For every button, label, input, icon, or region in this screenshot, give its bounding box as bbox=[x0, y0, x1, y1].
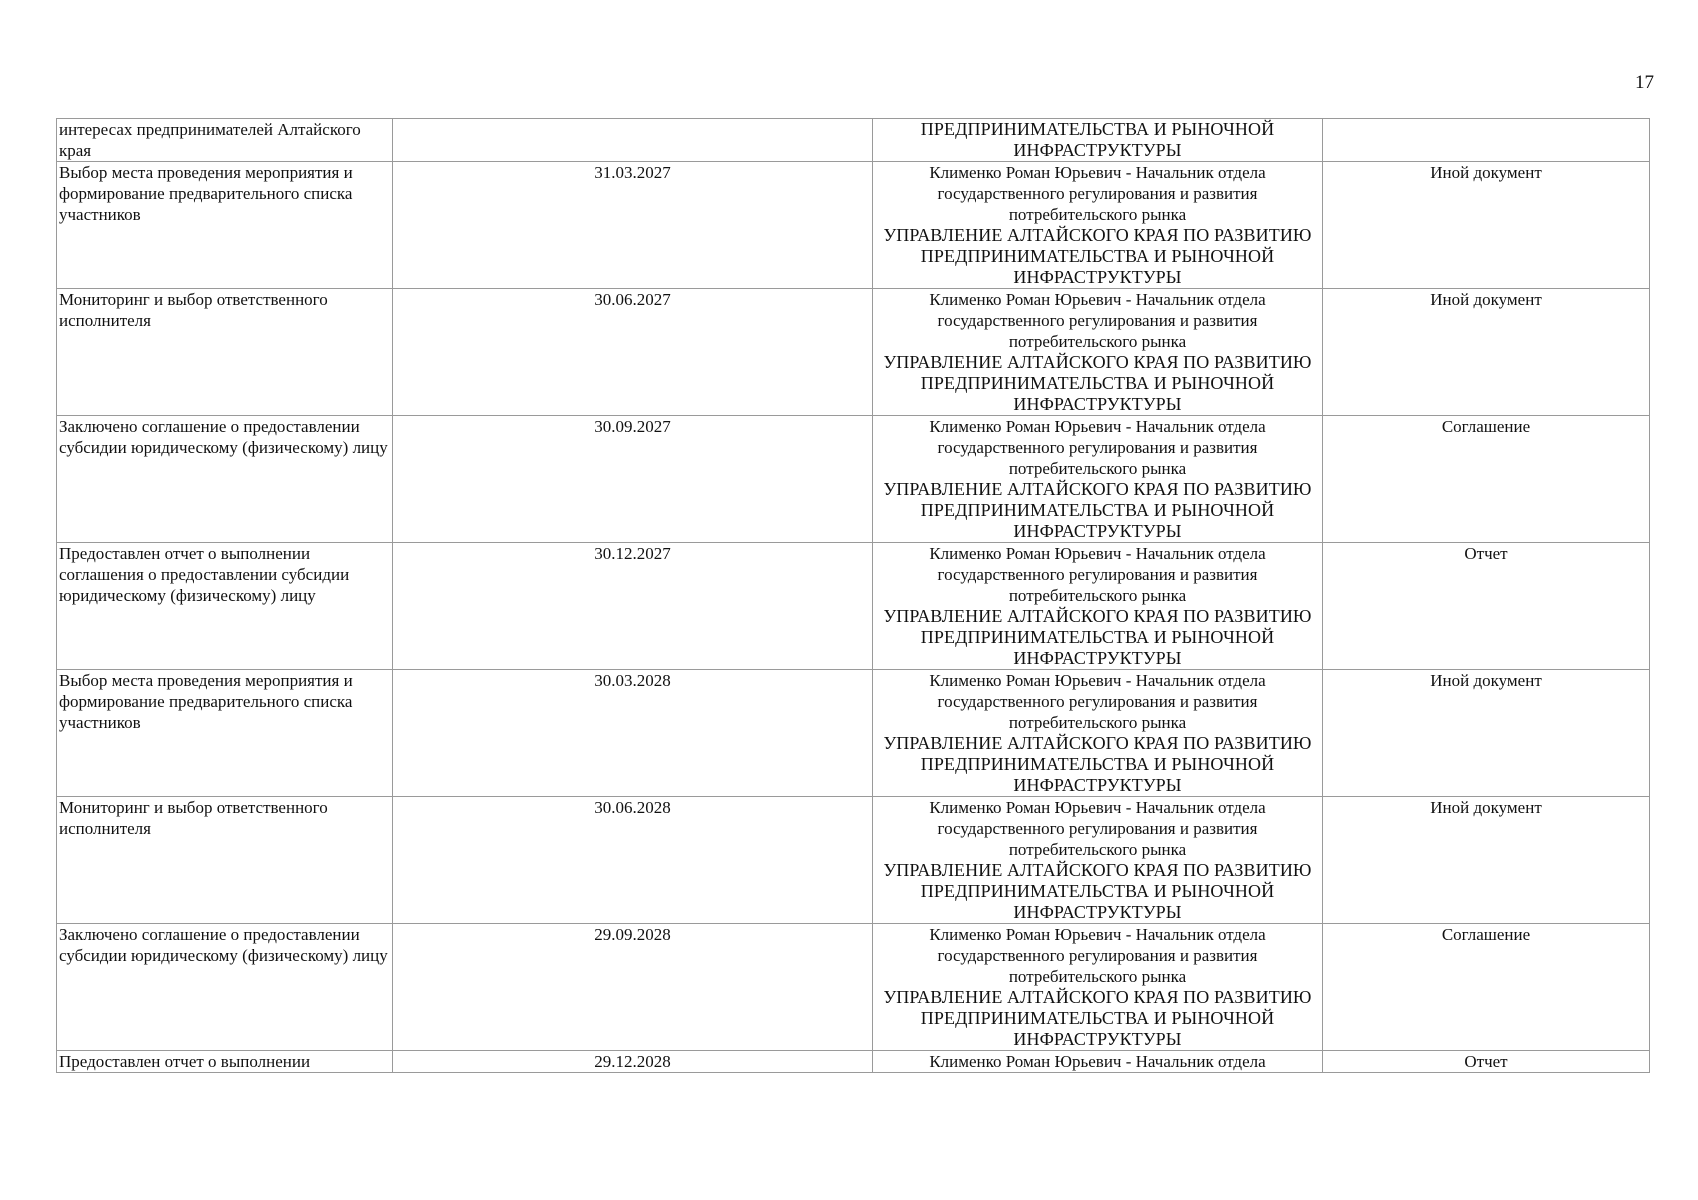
responsible-person-line: Клименко Роман Юрьевич - Начальник отдела bbox=[929, 544, 1266, 563]
responsible-person-line: Клименко Роман Юрьевич - Начальник отдела bbox=[929, 290, 1266, 309]
responsible-person-line: Клименко Роман Юрьевич - Начальник отдела bbox=[929, 1052, 1266, 1071]
responsible-person-line: потребительского рынка bbox=[1008, 840, 1187, 859]
due-date-cell: 30.12.2027 bbox=[393, 543, 873, 670]
responsible-person-line: потребительского рынка bbox=[1008, 332, 1187, 351]
table-row bbox=[57, 119, 1650, 162]
responsible-person-line: потребительского рынка bbox=[1008, 205, 1187, 224]
schedule-table-body bbox=[57, 119, 1650, 1073]
table-row bbox=[57, 543, 1650, 670]
table-row bbox=[57, 797, 1650, 924]
organization-line: УПРАВЛЕНИЕ АЛТАЙСКОГО КРАЯ ПО РАЗВИТИЮ bbox=[883, 225, 1312, 245]
organization-line: УПРАВЛЕНИЕ АЛТАЙСКОГО КРАЯ ПО РАЗВИТИЮ bbox=[883, 860, 1312, 880]
responsible-person-line: государственного регулирования и развития bbox=[937, 565, 1258, 584]
table-row bbox=[57, 924, 1650, 1051]
organization-line: УПРАВЛЕНИЕ АЛТАЙСКОГО КРАЯ ПО РАЗВИТИЮ bbox=[883, 352, 1312, 372]
due-date-cell: 30.06.2028 bbox=[393, 797, 873, 924]
table-row bbox=[57, 416, 1650, 543]
organization-line: ПРЕДПРИНИМАТЕЛЬСТВА И РЫНОЧНОЙ bbox=[920, 500, 1275, 520]
organization-line: ПРЕДПРИНИМАТЕЛЬСТВА И РЫНОЧНОЙ bbox=[920, 1008, 1275, 1028]
responsible-cell bbox=[873, 924, 1323, 1051]
event-name-cell: Мониторинг и выбор ответственного исполнителя bbox=[57, 797, 393, 924]
organization-line: ПРЕДПРИНИМАТЕЛЬСТВА И РЫНОЧНОЙ bbox=[920, 754, 1275, 774]
organization-line: ПРЕДПРИНИМАТЕЛЬСТВА И РЫНОЧНОЙ bbox=[920, 246, 1275, 266]
document-type-cell: Иной документ bbox=[1323, 797, 1650, 924]
responsible-person-line: Клименко Роман Юрьевич - Начальник отдела bbox=[929, 417, 1266, 436]
responsible-person-line: государственного регулирования и развития bbox=[937, 311, 1258, 330]
responsible-person-line: государственного регулирования и развития bbox=[937, 692, 1258, 711]
table-row bbox=[57, 670, 1650, 797]
organization-line: УПРАВЛЕНИЕ АЛТАЙСКОГО КРАЯ ПО РАЗВИТИЮ bbox=[883, 987, 1312, 1007]
event-name-cell: Предоставлен отчет о выполнении bbox=[57, 1051, 393, 1073]
responsible-cell bbox=[873, 1051, 1323, 1073]
organization-line: УПРАВЛЕНИЕ АЛТАЙСКОГО КРАЯ ПО РАЗВИТИЮ bbox=[883, 479, 1312, 499]
organization-line: ПРЕДПРИНИМАТЕЛЬСТВА И РЫНОЧНОЙ bbox=[920, 627, 1275, 647]
organization-line: УПРАВЛЕНИЕ АЛТАЙСКОГО КРАЯ ПО РАЗВИТИЮ bbox=[883, 606, 1312, 626]
responsible-person-line: Клименко Роман Юрьевич - Начальник отдела bbox=[929, 798, 1266, 817]
document-type-cell bbox=[1323, 119, 1650, 162]
responsible-person-line: потребительского рынка bbox=[1008, 586, 1187, 605]
organization-line: ПРЕДПРИНИМАТЕЛЬСТВА И РЫНОЧНОЙ bbox=[920, 119, 1275, 139]
responsible-person-line: государственного регулирования и развития bbox=[937, 819, 1258, 838]
document-type-cell: Соглашение bbox=[1323, 924, 1650, 1051]
due-date-cell: 30.09.2027 bbox=[393, 416, 873, 543]
event-name-cell: Предоставлен отчет о выполнении соглашения о предоставлении субсидии юридическому (физическому) лицу bbox=[57, 543, 393, 670]
document-type-cell: Соглашение bbox=[1323, 416, 1650, 543]
table-row bbox=[57, 1051, 1650, 1073]
responsible-person-line: Клименко Роман Юрьевич - Начальник отдела bbox=[929, 163, 1266, 182]
organization-line: ИНФРАСТРУКТУРЫ bbox=[1013, 394, 1182, 414]
schedule-table bbox=[56, 118, 1650, 1073]
responsible-person-line: потребительского рынка bbox=[1008, 459, 1187, 478]
document-type-cell: Иной документ bbox=[1323, 162, 1650, 289]
event-name-cell: Заключено соглашение о предоставлении субсидии юридическому (физическому) лицу bbox=[57, 416, 393, 543]
responsible-cell bbox=[873, 543, 1323, 670]
organization-line: ИНФРАСТРУКТУРЫ bbox=[1013, 521, 1182, 541]
organization-line: УПРАВЛЕНИЕ АЛТАЙСКОГО КРАЯ ПО РАЗВИТИЮ bbox=[883, 733, 1312, 753]
responsible-person-line: потребительского рынка bbox=[1008, 713, 1187, 732]
document-type-cell: Иной документ bbox=[1323, 289, 1650, 416]
responsible-cell bbox=[873, 416, 1323, 543]
event-name-cell: Выбор места проведения мероприятия и формирование предварительного списка участников bbox=[57, 162, 393, 289]
event-name-cell: интересах предпринимателей Алтайского края bbox=[57, 119, 393, 162]
responsible-person-line: государственного регулирования и развития bbox=[937, 438, 1258, 457]
table-row bbox=[57, 289, 1650, 416]
organization-line: ПРЕДПРИНИМАТЕЛЬСТВА И РЫНОЧНОЙ bbox=[920, 373, 1275, 393]
organization-line: ИНФРАСТРУКТУРЫ bbox=[1013, 1029, 1182, 1049]
organization-line: ИНФРАСТРУКТУРЫ bbox=[1013, 648, 1182, 668]
responsible-person-line: Клименко Роман Юрьевич - Начальник отдела bbox=[929, 925, 1266, 944]
responsible-person-line: Клименко Роман Юрьевич - Начальник отдела bbox=[929, 671, 1266, 690]
due-date-cell: 29.09.2028 bbox=[393, 924, 873, 1051]
due-date-cell: 30.06.2027 bbox=[393, 289, 873, 416]
organization-line: ИНФРАСТРУКТУРЫ bbox=[1013, 902, 1182, 922]
responsible-person-line: государственного регулирования и развития bbox=[937, 184, 1258, 203]
organization-line: ПРЕДПРИНИМАТЕЛЬСТВА И РЫНОЧНОЙ bbox=[920, 881, 1275, 901]
organization-line: ИНФРАСТРУКТУРЫ bbox=[1013, 267, 1182, 287]
responsible-cell bbox=[873, 797, 1323, 924]
responsible-cell bbox=[873, 119, 1323, 162]
event-name-cell: Выбор места проведения мероприятия и формирование предварительного списка участников bbox=[57, 670, 393, 797]
due-date-cell: 31.03.2027 bbox=[393, 162, 873, 289]
due-date-cell: 29.12.2028 bbox=[393, 1051, 873, 1073]
document-type-cell: Отчет bbox=[1323, 1051, 1650, 1073]
event-name-cell: Заключено соглашение о предоставлении субсидии юридическому (физическому) лицу bbox=[57, 924, 393, 1051]
responsible-person-line: потребительского рынка bbox=[1008, 967, 1187, 986]
responsible-cell bbox=[873, 289, 1323, 416]
document-type-cell: Иной документ bbox=[1323, 670, 1650, 797]
document-type-cell: Отчет bbox=[1323, 543, 1650, 670]
due-date-cell bbox=[393, 119, 873, 162]
table-row bbox=[57, 162, 1650, 289]
event-name-cell: Мониторинг и выбор ответственного исполнителя bbox=[57, 289, 393, 416]
responsible-person-line: государственного регулирования и развития bbox=[937, 946, 1258, 965]
organization-line: ИНФРАСТРУКТУРЫ bbox=[1013, 140, 1182, 160]
page-number: 17 bbox=[1635, 72, 1654, 93]
responsible-cell bbox=[873, 162, 1323, 289]
responsible-cell bbox=[873, 670, 1323, 797]
due-date-cell: 30.03.2028 bbox=[393, 670, 873, 797]
organization-line: ИНФРАСТРУКТУРЫ bbox=[1013, 775, 1182, 795]
